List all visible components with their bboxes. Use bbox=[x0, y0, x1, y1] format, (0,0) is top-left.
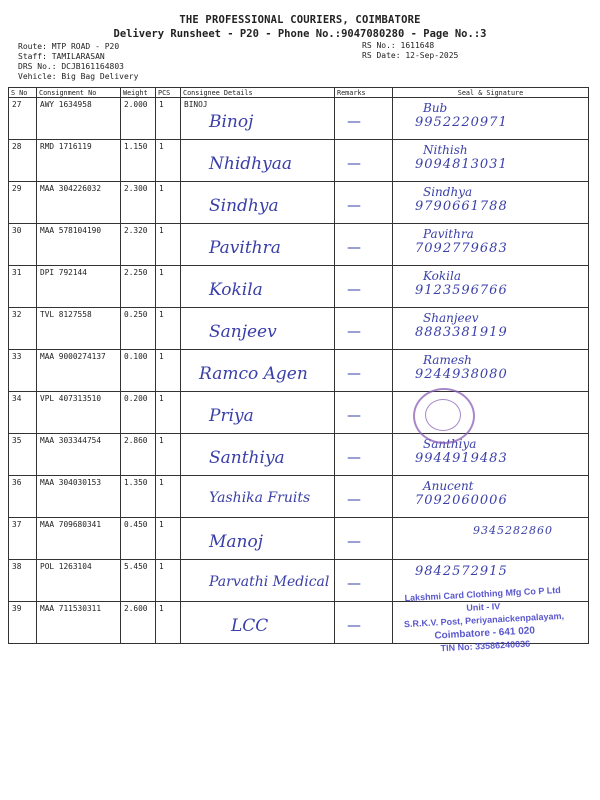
runsheet-subtitle: Delivery Runsheet - P20 - Phone No.:9047080280 - Page No.:3 bbox=[113, 28, 487, 40]
printed-name: BINOJ bbox=[184, 100, 208, 109]
cell-sno: 28 bbox=[9, 140, 37, 182]
cell-consignee bbox=[181, 350, 335, 392]
meta-left bbox=[18, 42, 138, 82]
staff: Staff: TAMILARASAN bbox=[18, 52, 105, 61]
cell-consignee bbox=[181, 224, 335, 266]
dash-mark: — bbox=[347, 492, 361, 508]
cell-weight: 0.250 bbox=[121, 308, 156, 350]
dash-mark: — bbox=[347, 450, 361, 466]
rs-number: RS No.: 1611648 bbox=[362, 41, 435, 50]
cell-consignee bbox=[181, 518, 335, 560]
dash-mark: — bbox=[347, 324, 361, 340]
dash-mark: — bbox=[347, 534, 361, 550]
cell-pcs: 1 bbox=[156, 98, 181, 140]
cell-remarks bbox=[335, 476, 393, 518]
cell-weight: 1.150 bbox=[121, 140, 156, 182]
cell-sno: 38 bbox=[9, 560, 37, 602]
cell-pcs: 1 bbox=[156, 476, 181, 518]
seal-name: Bub bbox=[423, 101, 448, 115]
cell-pcs: 1 bbox=[156, 392, 181, 434]
cell-sno: 27 bbox=[9, 98, 37, 140]
seal-number: 9123596766 bbox=[415, 283, 508, 298]
seal-name: Santhiya bbox=[423, 437, 477, 451]
cell-remarks bbox=[335, 182, 393, 224]
cell-sno: 39 bbox=[9, 602, 37, 644]
runsheet-table bbox=[8, 87, 589, 644]
cell-consignment: MAA 9000274137 bbox=[37, 350, 121, 392]
route: Route: MTP ROAD - P20 bbox=[18, 42, 120, 51]
cell-remarks bbox=[335, 308, 393, 350]
cell-consignee bbox=[181, 266, 335, 308]
cell-sno: 29 bbox=[9, 182, 37, 224]
handwritten-name: Parvathi Medical bbox=[209, 574, 330, 590]
seal-number: 9842572915 bbox=[415, 564, 508, 579]
cell-consignee bbox=[181, 182, 335, 224]
table-row bbox=[9, 266, 589, 308]
seal-number: 9944919483 bbox=[415, 451, 508, 466]
cell-consignee bbox=[181, 392, 335, 434]
seal-number: 7092779683 bbox=[415, 241, 508, 256]
cell-weight: 2.320 bbox=[121, 224, 156, 266]
cell-consignee bbox=[181, 476, 335, 518]
seal-name: Nithish bbox=[423, 143, 468, 157]
handwritten-name: LCC bbox=[231, 616, 269, 636]
cell-pcs: 1 bbox=[156, 224, 181, 266]
cell-weight: 2.000 bbox=[121, 98, 156, 140]
cell-remarks bbox=[335, 266, 393, 308]
header-seal: Seal & Signature bbox=[393, 88, 589, 98]
drs-number: DRS No.: DCJB161164803 bbox=[18, 62, 124, 71]
table-row bbox=[9, 224, 589, 266]
handwritten-name: Nhidhyaa bbox=[209, 154, 292, 174]
seal-number: 9345282860 bbox=[473, 524, 553, 537]
header-consignment: Consignment No bbox=[37, 88, 121, 98]
handwritten-name: Manoj bbox=[209, 532, 263, 552]
stamp-line-4: Coimbatore - 641 020 bbox=[434, 625, 536, 642]
cell-consignee bbox=[181, 434, 335, 476]
dash-mark: — bbox=[347, 282, 361, 298]
seal-number: 9952220971 bbox=[415, 115, 508, 130]
cell-consignment: MAA 304226032 bbox=[37, 182, 121, 224]
runsheet-title: THE PROFESSIONAL COURIERS, COIMBATORE bbox=[179, 14, 421, 26]
dash-mark: — bbox=[347, 240, 361, 256]
handwritten-name: Pavithra bbox=[209, 238, 281, 258]
cell-seal bbox=[393, 98, 589, 140]
stamp-line-3: S.R.K.V. Post, Periyanaickenpalayam, bbox=[403, 610, 565, 630]
cell-seal bbox=[393, 350, 589, 392]
cell-consignment: MAA 711530311 bbox=[37, 602, 121, 644]
seal-name: Ramesh bbox=[423, 353, 472, 367]
cell-sno: 37 bbox=[9, 518, 37, 560]
cell-sno: 31 bbox=[9, 266, 37, 308]
cell-pcs: 1 bbox=[156, 560, 181, 602]
stamp-line-2: Unit - IV bbox=[466, 601, 501, 613]
cell-seal bbox=[393, 266, 589, 308]
cell-consignee bbox=[181, 308, 335, 350]
cell-remarks bbox=[335, 392, 393, 434]
seal-number: 7092060006 bbox=[415, 493, 508, 508]
cell-pcs: 1 bbox=[156, 266, 181, 308]
cell-pcs: 1 bbox=[156, 518, 181, 560]
handwritten-name: Yashika Fruits bbox=[209, 490, 311, 506]
cell-sno: 34 bbox=[9, 392, 37, 434]
cell-seal bbox=[393, 476, 589, 518]
cell-pcs: 1 bbox=[156, 434, 181, 476]
header-consignee: Consignee Details bbox=[181, 88, 335, 98]
cell-seal bbox=[393, 434, 589, 476]
cell-consignee bbox=[181, 98, 335, 140]
cell-seal bbox=[393, 518, 589, 560]
handwritten-name: Sindhya bbox=[209, 196, 279, 216]
cell-sno: 33 bbox=[9, 350, 37, 392]
cell-sno: 30 bbox=[9, 224, 37, 266]
cell-weight: 1.350 bbox=[121, 476, 156, 518]
table-header bbox=[9, 88, 589, 98]
stamp-line-1: Lakshmi Card Clothing Mfg Co P Ltd bbox=[404, 584, 561, 604]
cell-remarks bbox=[335, 140, 393, 182]
cell-remarks bbox=[335, 434, 393, 476]
handwritten-name: Ramco Agen bbox=[199, 364, 308, 384]
vehicle: Vehicle: Big Bag Delivery bbox=[18, 72, 139, 81]
cell-seal bbox=[393, 224, 589, 266]
table-row bbox=[9, 476, 589, 518]
cell-pcs: 1 bbox=[156, 182, 181, 224]
cell-weight: 2.600 bbox=[121, 602, 156, 644]
cell-weight: 5.450 bbox=[121, 560, 156, 602]
cell-remarks bbox=[335, 224, 393, 266]
cell-sno: 36 bbox=[9, 476, 37, 518]
seal-number: 9094813031 bbox=[415, 157, 508, 172]
handwritten-name: Kokila bbox=[209, 280, 263, 300]
dash-mark: — bbox=[347, 114, 361, 130]
header-pcs: PCS bbox=[156, 88, 181, 98]
seal-name: Anucent bbox=[423, 479, 474, 493]
cell-pcs: 1 bbox=[156, 602, 181, 644]
handwritten-name: Sanjeev bbox=[209, 322, 277, 342]
cell-consignment: AWY 1634958 bbox=[37, 98, 121, 140]
cell-seal bbox=[393, 308, 589, 350]
cell-consignment: MAA 303344754 bbox=[37, 434, 121, 476]
handwritten-name: Santhiya bbox=[209, 448, 285, 468]
cell-remarks bbox=[335, 350, 393, 392]
seal-name: Kokila bbox=[423, 269, 461, 283]
cell-pcs: 1 bbox=[156, 308, 181, 350]
cell-consignee bbox=[181, 560, 335, 602]
dash-mark: — bbox=[347, 618, 361, 634]
table-row bbox=[9, 308, 589, 350]
dash-mark: — bbox=[347, 198, 361, 214]
meta-right bbox=[362, 41, 458, 61]
cell-consignee bbox=[181, 602, 335, 644]
stamp-line-5: TIN No: 33586240036 bbox=[440, 638, 531, 654]
handwritten-name: Priya bbox=[209, 406, 254, 426]
seal-number: 9244938080 bbox=[415, 367, 508, 382]
seal-number: 8883381919 bbox=[415, 325, 508, 340]
cell-consignment: MAA 709680341 bbox=[37, 518, 121, 560]
dash-mark: — bbox=[347, 576, 361, 592]
cell-consignee bbox=[181, 140, 335, 182]
table-row bbox=[9, 140, 589, 182]
header-remarks: Remarks bbox=[335, 88, 393, 98]
cell-weight: 2.300 bbox=[121, 182, 156, 224]
cell-consignment: TVL 8127558 bbox=[37, 308, 121, 350]
dash-mark: — bbox=[347, 408, 361, 424]
cell-pcs: 1 bbox=[156, 350, 181, 392]
table-row bbox=[9, 98, 589, 140]
company-stamp bbox=[376, 582, 591, 658]
cell-weight: 0.100 bbox=[121, 350, 156, 392]
cell-sno: 32 bbox=[9, 308, 37, 350]
cell-consignment: VPL 407313510 bbox=[37, 392, 121, 434]
seal-name: Sindhya bbox=[423, 185, 473, 199]
cell-consignment: DPI 792144 bbox=[37, 266, 121, 308]
seal-name: Pavithra bbox=[423, 227, 474, 241]
rs-date: RS Date: 12-Sep-2025 bbox=[362, 51, 459, 60]
cell-consignment: MAA 304030153 bbox=[37, 476, 121, 518]
cell-sno: 35 bbox=[9, 434, 37, 476]
table-row bbox=[9, 392, 589, 434]
table-row bbox=[9, 518, 589, 560]
cell-consignment: POL 1263104 bbox=[37, 560, 121, 602]
dash-mark: — bbox=[347, 156, 361, 172]
table-row bbox=[9, 182, 589, 224]
handwritten-name: Binoj bbox=[209, 112, 254, 132]
cell-remarks bbox=[335, 518, 393, 560]
table-row bbox=[9, 350, 589, 392]
cell-pcs: 1 bbox=[156, 140, 181, 182]
seal-number: 9790661788 bbox=[415, 199, 508, 214]
cell-remarks bbox=[335, 98, 393, 140]
dash-mark: — bbox=[347, 366, 361, 382]
table-row bbox=[9, 434, 589, 476]
cell-consignment: MAA 578104190 bbox=[37, 224, 121, 266]
cell-seal bbox=[393, 140, 589, 182]
round-seal-icon bbox=[413, 388, 475, 444]
cell-weight: 0.200 bbox=[121, 392, 156, 434]
seal-name: Shanjeev bbox=[423, 311, 479, 325]
cell-weight: 0.450 bbox=[121, 518, 156, 560]
cell-seal bbox=[393, 182, 589, 224]
header-sno: S No bbox=[9, 88, 37, 98]
cell-weight: 2.860 bbox=[121, 434, 156, 476]
header-weight: Weight bbox=[121, 88, 156, 98]
cell-consignment: RMD 1716119 bbox=[37, 140, 121, 182]
cell-weight: 2.250 bbox=[121, 266, 156, 308]
